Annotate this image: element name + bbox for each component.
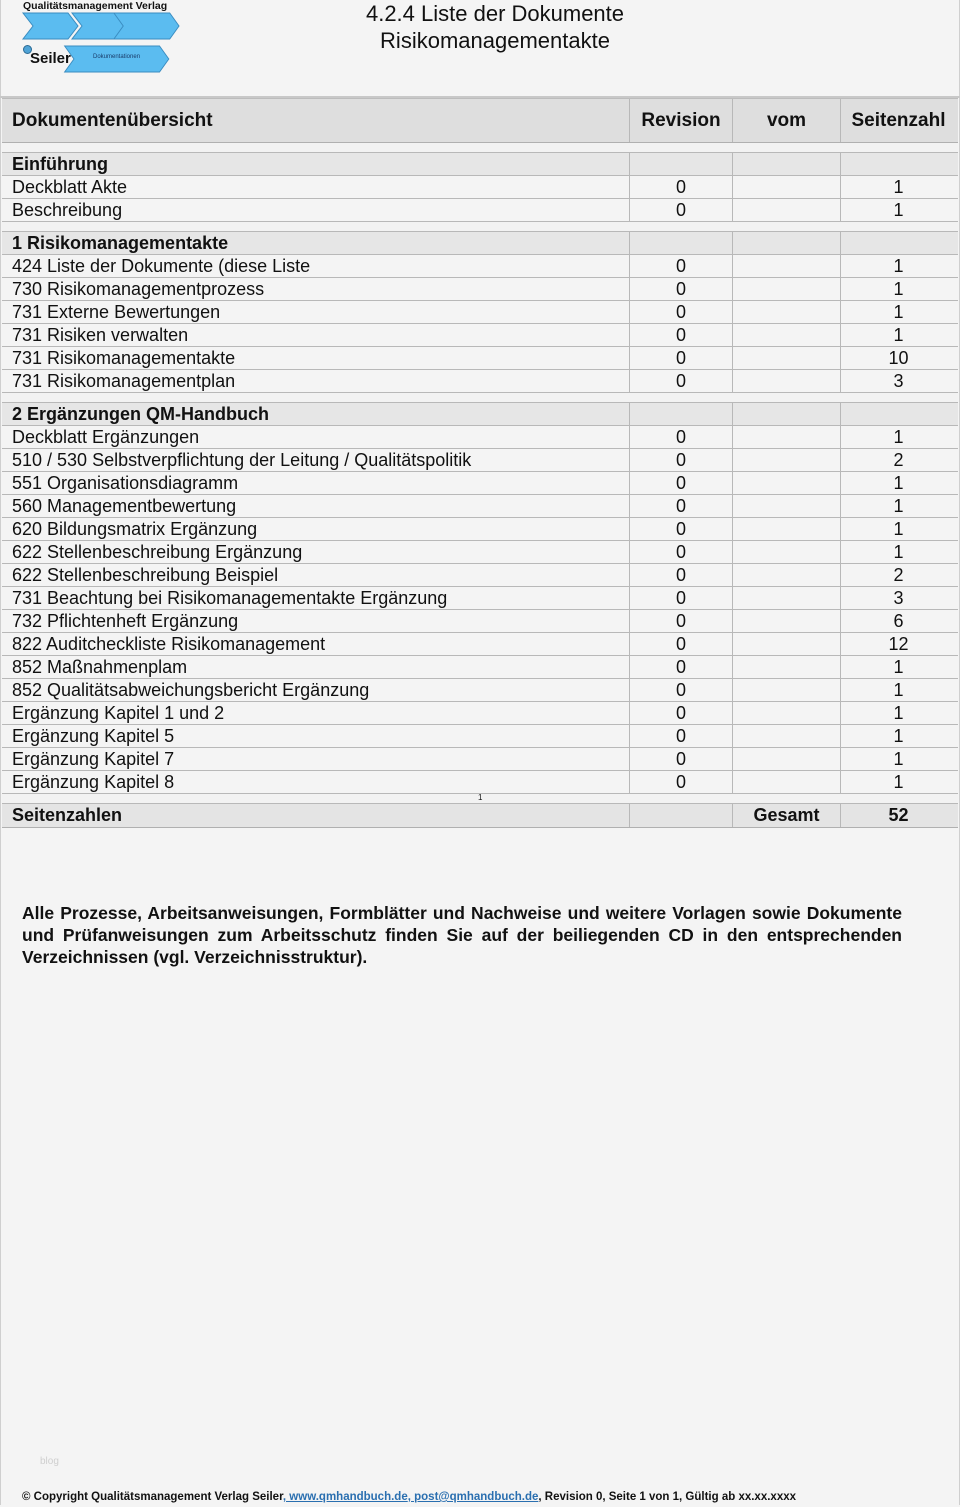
table-body <box>2 143 958 794</box>
table-header-row <box>2 98 958 143</box>
date-cell <box>733 324 841 346</box>
revision-cell: 0 <box>630 176 733 198</box>
page-count-cell: 1 <box>893 542 904 562</box>
page-count-cell: 1 <box>893 177 904 197</box>
section-header-row <box>2 403 958 426</box>
section-header-row <box>2 232 958 255</box>
table-row <box>2 748 958 771</box>
document-name: 732 Pflichtenheft Ergänzung <box>2 610 630 632</box>
page-count-cell: 6 <box>893 611 904 631</box>
date-cell <box>733 301 841 323</box>
table-row <box>2 679 958 702</box>
section-empty-cell <box>841 232 958 254</box>
document-name: Ergänzung Kapitel 8 <box>2 771 630 793</box>
document-name: 560 Managementbewertung <box>2 495 630 517</box>
page-count-cell: 1 <box>893 200 904 220</box>
table-row <box>2 324 958 347</box>
document-name: 620 Bildungsmatrix Ergänzung <box>2 518 630 540</box>
table-row <box>2 472 958 495</box>
table-row <box>2 255 958 278</box>
page-count-cell: 1 <box>893 473 904 493</box>
document-name: 551 Organisationsdiagramm <box>2 472 630 494</box>
revision-cell: 0 <box>630 633 733 655</box>
footer-email-link[interactable]: , post@qmhandbuch.de <box>407 1491 539 1503</box>
document-name: 622 Stellenbeschreibung Beispiel <box>2 564 630 586</box>
revision-cell: 0 <box>630 449 733 471</box>
page-count-cell: 1 <box>893 680 904 700</box>
date-cell <box>733 679 841 701</box>
section-empty-cell <box>630 232 733 254</box>
table-row <box>2 495 958 518</box>
header-document-overview: Dokumentenübersicht <box>2 99 630 142</box>
table-row <box>2 656 958 679</box>
revision-cell: 0 <box>630 541 733 563</box>
page-count-cell: 1 <box>893 496 904 516</box>
revision-cell: 0 <box>630 278 733 300</box>
logo-publisher-name: Qualitätsmanagement Verlag <box>23 0 168 12</box>
revision-cell: 0 <box>630 679 733 701</box>
table-spacer-row <box>2 794 958 804</box>
revision-cell: 0 <box>630 518 733 540</box>
table-total-row <box>2 804 958 828</box>
document-name: 731 Beachtung bei Risikomanagementakte Ergänzung <box>2 587 630 609</box>
title-line-2: Risikomanagementakte <box>380 28 610 53</box>
date-cell <box>733 564 841 586</box>
section-empty-cell <box>733 153 841 175</box>
publisher-logo <box>20 0 180 80</box>
date-cell <box>733 199 841 221</box>
table-spacer-row <box>2 393 958 403</box>
date-cell <box>733 176 841 198</box>
revision-cell: 0 <box>630 702 733 724</box>
table-row <box>2 725 958 748</box>
page-count-cell: 1 <box>893 772 904 792</box>
footer-copyright: © Copyright Qualitätsmanagement Verlag Seiler <box>22 1491 283 1503</box>
table-row <box>2 610 958 633</box>
date-cell <box>733 771 841 793</box>
table-row <box>2 541 958 564</box>
revision-cell: 0 <box>630 656 733 678</box>
section-empty-cell <box>630 153 733 175</box>
title-line-1: 4.2.4 Liste der Dokumente <box>365 1 625 26</box>
table-row <box>2 426 958 449</box>
document-name: 731 Risikomanagementplan <box>2 370 630 392</box>
page-count-cell: 1 <box>893 302 904 322</box>
date-cell <box>733 449 841 471</box>
page-count-cell: 2 <box>893 450 904 470</box>
revision-cell: 0 <box>630 587 733 609</box>
watermark: blog <box>40 1456 59 1467</box>
document-name: 822 Auditcheckliste Risikomanagement <box>2 633 630 655</box>
table-row <box>2 347 958 370</box>
table-row <box>2 176 958 199</box>
cd-note: Alle Prozesse, Arbeitsanweisungen, Formblätter und Nachweise und weitere Vorlagen sowie Dokumente und Prüfanweisungen zum Arbeitsschutz finden Sie auf der beiliegenden CD in den entsprechenden Verzeichnissen (vgl. Verzeichnisstruktur). <box>22 903 902 967</box>
date-cell <box>733 748 841 770</box>
section-title: Einführung <box>2 153 630 175</box>
document-name: 852 Maßnahmenplam <box>2 656 630 678</box>
section-empty-cell <box>841 153 958 175</box>
gap-note: 1 <box>478 793 483 802</box>
footer-revision-info: , Revision 0, Seite 1 von 1, Gültig ab xx.xx.xxxx <box>538 1491 797 1503</box>
page-title <box>300 0 690 54</box>
header-revision: Revision <box>630 99 733 142</box>
revision-cell: 0 <box>630 255 733 277</box>
document-name: 510 / 530 Selbstverpflichtung der Leitung / Qualitätspolitik <box>2 449 630 471</box>
revision-cell: 0 <box>630 347 733 369</box>
table-row <box>2 702 958 725</box>
page-count-cell: 10 <box>888 348 909 368</box>
page-count-cell: 3 <box>893 588 904 608</box>
section-title: 2 Ergänzungen QM-Handbuch <box>2 403 630 425</box>
date-cell <box>733 610 841 632</box>
page-count-cell: 2 <box>893 565 904 585</box>
revision-cell: 0 <box>630 564 733 586</box>
total-label: Seitenzahlen <box>2 804 630 827</box>
page-count-cell: 3 <box>893 371 904 391</box>
document-name: Ergänzung Kapitel 7 <box>2 748 630 770</box>
date-cell <box>733 633 841 655</box>
page-count-cell: 1 <box>893 703 904 723</box>
table-row <box>2 199 958 222</box>
table-row <box>2 587 958 610</box>
date-cell <box>733 725 841 747</box>
date-cell <box>733 347 841 369</box>
page-count-cell: 1 <box>893 279 904 299</box>
date-cell <box>733 541 841 563</box>
logo-tagline: Dokumentationen <box>93 54 141 60</box>
date-cell <box>733 702 841 724</box>
document-name: 731 Risiken verwalten <box>2 324 630 346</box>
document-name: 731 Risikomanagementakte <box>2 347 630 369</box>
document-name: Beschreibung <box>2 199 630 221</box>
document-name: 730 Risikomanagementprozess <box>2 278 630 300</box>
revision-cell: 0 <box>630 748 733 770</box>
table-spacer-row <box>2 222 958 232</box>
page-count-cell: 1 <box>893 256 904 276</box>
page-count-cell: 1 <box>893 749 904 769</box>
date-cell <box>733 495 841 517</box>
revision-cell: 0 <box>630 725 733 747</box>
date-cell <box>733 656 841 678</box>
document-name: Deckblatt Akte <box>2 176 630 198</box>
revision-cell: 0 <box>630 301 733 323</box>
section-empty-cell <box>630 403 733 425</box>
revision-cell: 0 <box>630 472 733 494</box>
table-row <box>2 771 958 794</box>
table-row <box>2 564 958 587</box>
document-name: 852 Qualitätsabweichungsbericht Ergänzung <box>2 679 630 701</box>
page-count-cell: 1 <box>893 519 904 539</box>
table-spacer-row <box>2 143 958 153</box>
date-cell <box>733 370 841 392</box>
section-empty-cell <box>733 232 841 254</box>
revision-cell: 0 <box>630 324 733 346</box>
footer-website-link[interactable]: , www.qmhandbuch.de <box>282 1491 408 1503</box>
section-empty-cell <box>733 403 841 425</box>
section-empty-cell <box>841 403 958 425</box>
date-cell <box>733 426 841 448</box>
total-value: 52 <box>888 805 909 825</box>
table-row <box>2 278 958 301</box>
page-count-cell: 1 <box>893 325 904 345</box>
page-count-cell: 12 <box>888 634 909 654</box>
date-cell <box>733 278 841 300</box>
table-row <box>2 449 958 472</box>
date-cell <box>733 518 841 540</box>
document-name: Ergänzung Kapitel 1 und 2 <box>2 702 630 724</box>
document-name: 424 Liste der Dokumente (diese Liste <box>2 255 630 277</box>
logo-brand: Seiler <box>30 50 71 67</box>
revision-cell: 0 <box>630 495 733 517</box>
revision-cell: 0 <box>630 370 733 392</box>
section-title: 1 Risikomanagementakte <box>2 232 630 254</box>
document-name: Deckblatt Ergänzungen <box>2 426 630 448</box>
document-name: Ergänzung Kapitel 5 <box>2 725 630 747</box>
table-row <box>2 370 958 393</box>
header-page-count: Seitenzahl <box>851 110 946 131</box>
date-cell <box>733 587 841 609</box>
page-count-cell: 1 <box>893 427 904 447</box>
section-header-row <box>2 153 958 176</box>
date-cell <box>733 255 841 277</box>
revision-cell: 0 <box>630 771 733 793</box>
table-row <box>2 518 958 541</box>
revision-cell: 0 <box>630 610 733 632</box>
page-count-cell: 1 <box>893 726 904 746</box>
table-row <box>2 633 958 656</box>
total-caption: Gesamt <box>733 804 841 827</box>
total-empty-cell <box>630 804 733 827</box>
revision-cell: 0 <box>630 426 733 448</box>
header-date: vom <box>733 99 841 142</box>
revision-cell: 0 <box>630 199 733 221</box>
table-row <box>2 301 958 324</box>
document-name: 731 Externe Bewertungen <box>2 301 630 323</box>
footer <box>22 1491 796 1503</box>
document-name: 622 Stellenbeschreibung Ergänzung <box>2 541 630 563</box>
page-count-cell: 1 <box>893 657 904 677</box>
document-table <box>2 98 958 828</box>
date-cell <box>733 472 841 494</box>
